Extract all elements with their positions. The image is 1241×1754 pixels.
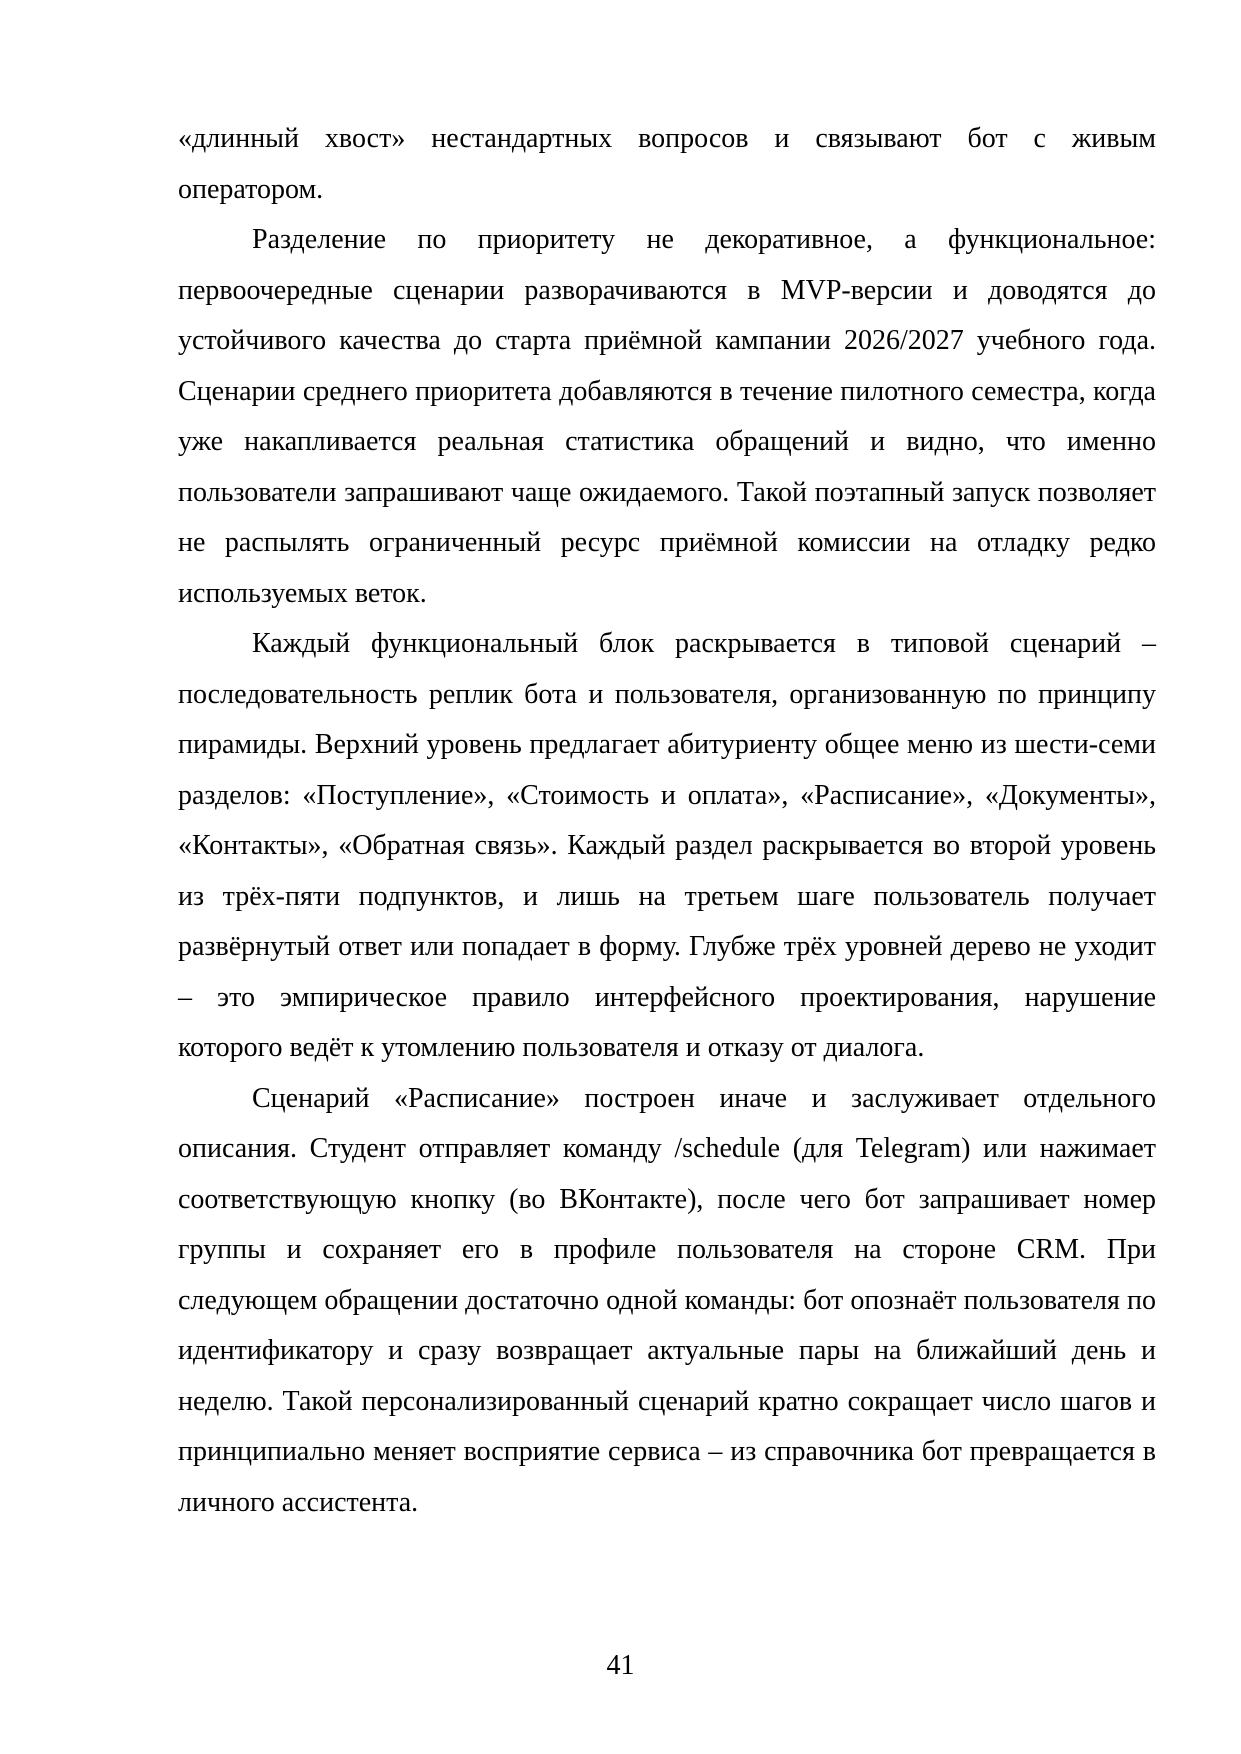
paragraph-3: Каждый функциональный блок раскрывается в типовой сценарий – последовательность реплик бота и пользователя, организованную по принципу пирамиды. Верхний уровень предлагает абитуриенту общее меню из шести-семи разделов: «Поступление», «Стоимость и оплата», «Расписание», «Документы», «Контакты», «Обратная связь». Каждый раздел раскрывается во второй уровень из трёх-пяти подпунктов, и лишь на третьем шаге пользователь получает развёрнутый ответ или попадает в форму. Глубже трёх уровней дерево не уходит – это эмпирическое правило интерфейсного проектирования, нарушение которого ведёт к утомлению пользователя и отказу от диалога. bbox=[178, 628, 1156, 1063]
page-number: 41 bbox=[606, 1650, 635, 1681]
paragraph-4: Сценарий «Расписание» построен иначе и заслуживает отдельного описания. Студент отправляет команду /schedule (для Telegram) или нажимает соответствующую кнопку (во ВКонтакте), после чего бот запрашивает номер группы и сохраняет его в профиле пользователя на стороне CRM. При следующем обращении достаточно одной команды: бот опознаёт пользователя по идентификатору и сразу возвращает актуальные пары на ближайший день и неделю. Такой персонализированный сценарий кратно сокращает число шагов и принципиально меняет восприятие сервиса – из справочника бот превращается в личного ассистента. bbox=[178, 1082, 1156, 1518]
paragraph-1: «длинный хвост» нестандартных вопросов и связывают бот с живым оператором. bbox=[178, 123, 1156, 205]
body-text bbox=[178, 114, 1156, 1528]
paragraph-2: Разделение по приоритету не декоративное, а функциональное: первоочередные сценарии разворачиваются в MVP-версии и доводятся до устойчивого качества до старта приёмной кампании 2026/2027 учебного года. Сценарии среднего приоритета добавляются в течение пилотного семестра, когда уже накапливается реальная статистика обращений и видно, что именно пользователи запрашивают чаще ожидаемого. Такой поэтапный запуск позволяет не распылять ограниченный ресурс приёмной комиссии на отладку редко используемых веток. bbox=[178, 224, 1156, 609]
